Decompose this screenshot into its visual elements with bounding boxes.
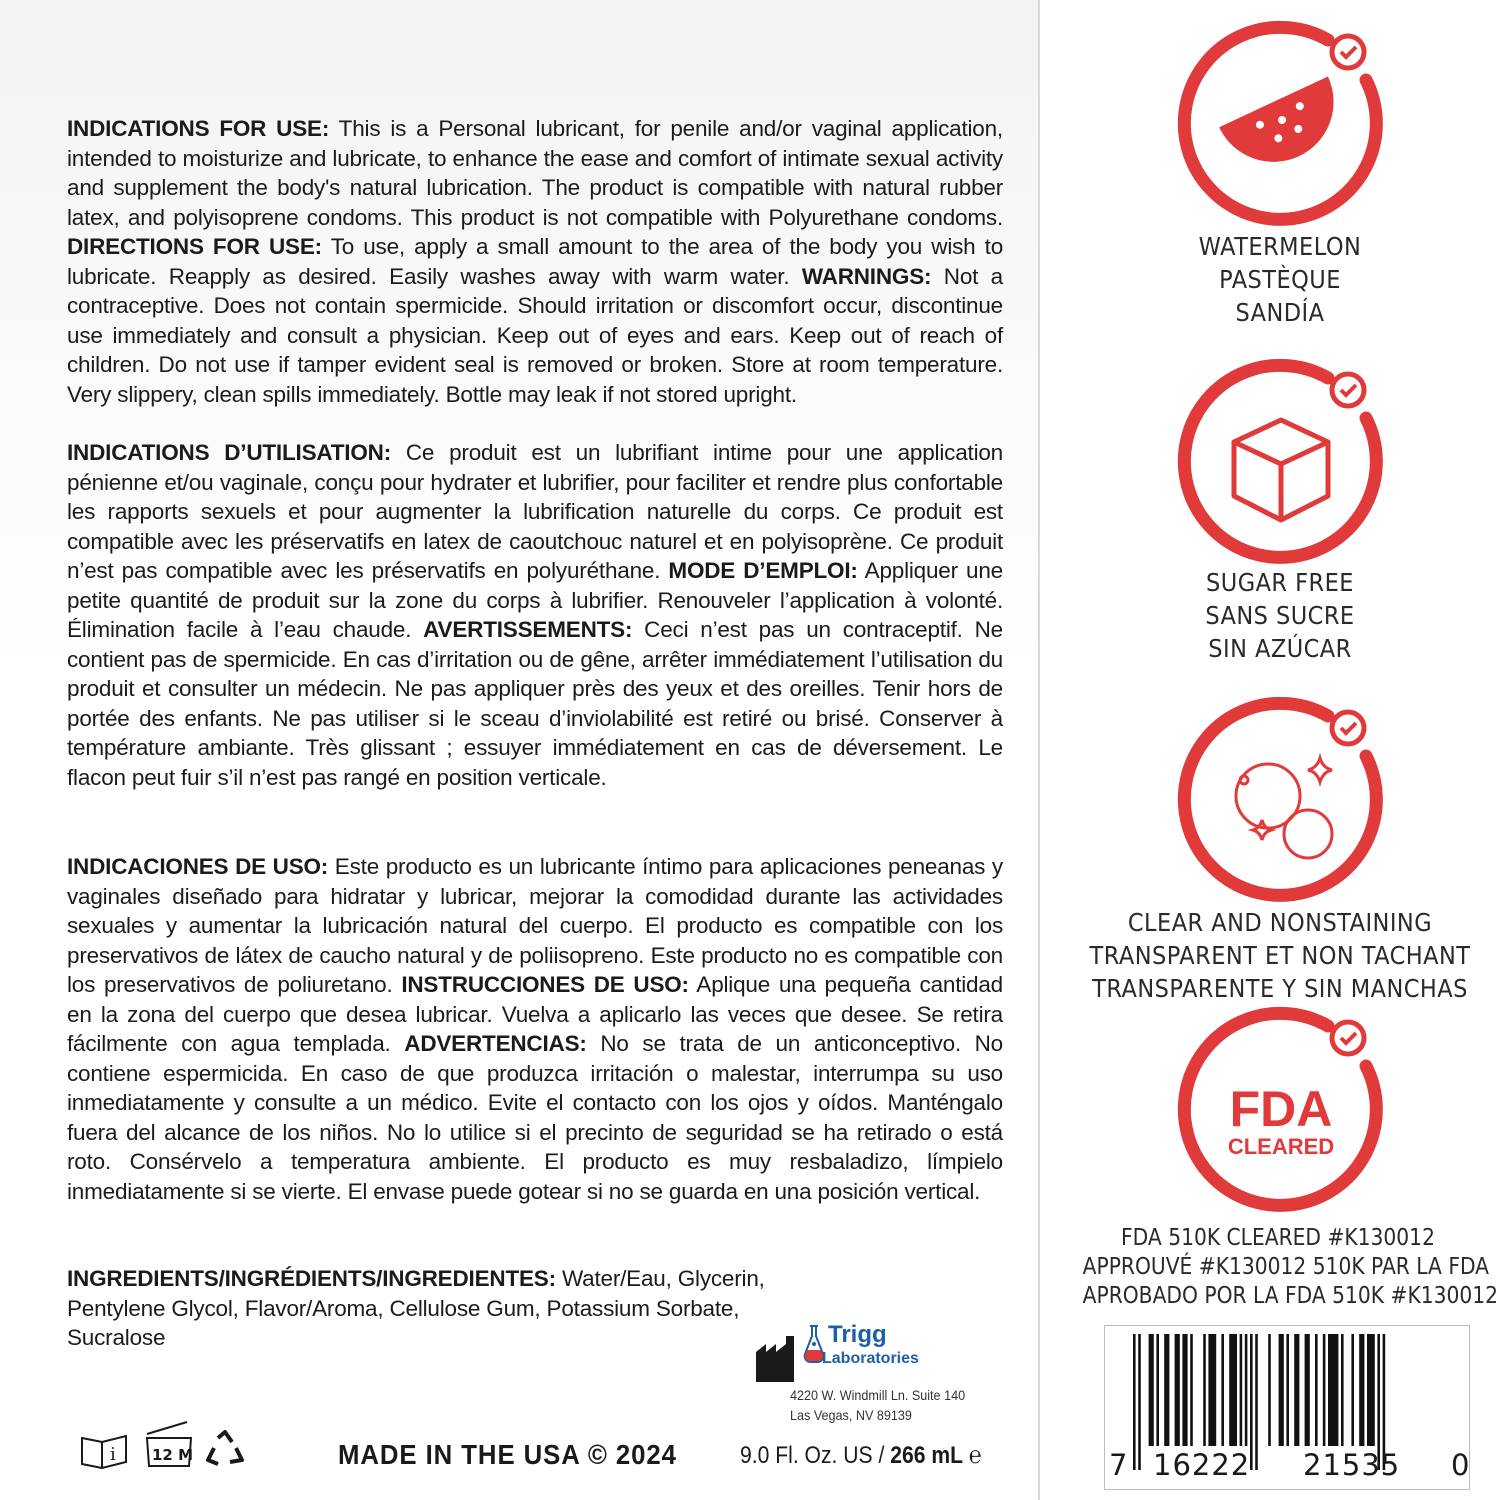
- fda-badge: [1170, 1006, 1392, 1228]
- clear-label-fr: TRANSPARENT ET NON TACHANT: [1089, 941, 1471, 970]
- indications-label-es: INDICACIONES DE USO:: [67, 854, 329, 879]
- indications-label-en: INDICATIONS FOR USE:: [67, 116, 330, 141]
- sugar-free-label-en: SUGAR FREE: [1206, 568, 1354, 597]
- address-line-2: Las Vegas, NV 89139: [790, 1407, 912, 1423]
- fda-clearance: [1082, 1224, 1499, 1311]
- barcode-bar: [1138, 1334, 1141, 1470]
- barcode-digits-right: 21535: [1303, 1448, 1401, 1482]
- barcode-bar: [1255, 1334, 1258, 1470]
- warnings-text-es: No se trata de un anticonceptivo. No contiene espermicida. En caso de que produzca irritación o malestar, interrumpa su uso inmediatamente y consulte a un médico. Evite el contacto con los ojos y oídos. Manténgalo fuera del alcance de los niños. No lo utilice si el precinto de seguridad se ha retirado o está roto. Consérvelo a temperatura ambiente. El producto es muy resbaladizo, límpielo inmediatamente si se vierte. El envase puede gotear si no se guarda en una posición vertical.: [67, 1031, 1003, 1204]
- volume-ml: 266 mL: [890, 1442, 964, 1469]
- barcode-bar: [1164, 1334, 1169, 1446]
- warnings-label-es: ADVERTENCIAS:: [404, 1031, 587, 1056]
- fda-small-text: CLEARED: [1227, 1134, 1335, 1159]
- made-in-usa: MADE IN THE USA © 2024: [338, 1439, 677, 1470]
- directions-label-en: DIRECTIONS FOR USE:: [67, 234, 322, 259]
- cube-icon: [1170, 358, 1392, 580]
- directions-text-en: To use, apply a small amount to the area of the body you wish to lubricate. Reapply as desired. Easily washes away with warm water.: [67, 234, 1004, 289]
- ingredients-text: Water/Eau, Glycerin, Pentylene Glycol, Flavor/Aroma, Cellulose Gum, Potassium Sorbate, Sucralose: [67, 1266, 765, 1350]
- barcode-bar: [1268, 1334, 1271, 1446]
- volume-oz: 9.0 Fl. Oz. US /: [740, 1442, 891, 1469]
- trigg-logo: [756, 1322, 986, 1382]
- barcode-bar: [1305, 1334, 1310, 1446]
- barcode-digit-last: 0: [1451, 1448, 1471, 1482]
- barcode-bar: [1286, 1334, 1289, 1446]
- watermelon-label-en: WATERMELON: [1198, 232, 1362, 261]
- recycle-icon: [204, 1430, 246, 1470]
- indications-label-fr: INDICATIONS D’UTILISATION:: [67, 440, 392, 465]
- clear-label-en: CLEAR AND NONSTAINING: [1127, 908, 1433, 937]
- mode-label-fr: MODE D’EMPLOI:: [668, 558, 858, 583]
- barcode-bar: [1328, 1334, 1338, 1446]
- estimated-mark: ℮: [968, 1442, 982, 1469]
- instructions-label-es: INSTRUCCIONES DE USO:: [401, 972, 689, 997]
- barcode-bar: [1250, 1334, 1253, 1470]
- jar-open-icon: [143, 1420, 195, 1470]
- barcode-bar: [1208, 1334, 1216, 1446]
- barcode-bar: [1367, 1334, 1375, 1446]
- ingredients-label: INGREDIENTS/INGRÉDIENTS/INGREDIENTES:: [67, 1266, 556, 1291]
- barcode-bar: [1203, 1334, 1206, 1446]
- barcode-bar: [1156, 1334, 1159, 1446]
- barcode-bar: [1182, 1334, 1187, 1446]
- bubbles-icon: [1170, 696, 1392, 918]
- fda-line-en: FDA 510K CLEARED #K130012: [1121, 1225, 1435, 1251]
- warnings-text-fr: Ceci n’est pas un contraceptif. Ne contient pas de spermicide. En cas d’irritation ou de gêne, arrêter immédiatement l’utilisation du produit et consulter un médecin. Ne pas appliquer près des yeux et des oreilles. Tenir hors de portée des enfants. Ne pas utiliser si le sceau d’inviolabilité est retiré ou brisé. Conserver à température ambiante. Très glissant ; essuyer immédiatement en cas de déversement. Le flacon peut fuir s’il n’est pas rangé en position verticale.: [67, 617, 1003, 790]
- barcode-bar: [1279, 1334, 1284, 1446]
- mode-text-fr: Appliquer une petite quantité de produit sur la zone du corps à lubrifier. Renouveler l’application à volonté. Élimination facile à l’eau chaude.: [67, 558, 1003, 642]
- watermelon-label: [1082, 230, 1478, 329]
- barcode-bar: [1149, 1334, 1154, 1446]
- svg-text:i: i: [110, 1444, 116, 1465]
- barcode: [1104, 1325, 1470, 1490]
- indications-text-en: This is a Personal lubricant, for penile and/or vaginal application, intended to moisturize and lubricate, to enhance the ease and comfort of intimate sexual activity and supplement the body's natural lubrication. The product is compatible with natural rubber latex, and polyisoprene condoms. This product is not compatible with Polyurethane condoms.: [67, 116, 1003, 230]
- warnings-label-fr: AVERTISSEMENTS:: [423, 617, 633, 642]
- french-instructions: [67, 438, 1003, 792]
- barcode-bar: [1359, 1334, 1364, 1446]
- manufacturer-address: [790, 1385, 965, 1425]
- fda-big-text: FDA: [1229, 1081, 1333, 1137]
- barcode-digit-first: 7: [1109, 1448, 1129, 1482]
- barcode-bar: [1294, 1334, 1299, 1446]
- watermelon-label-es: SANDÍA: [1235, 298, 1325, 327]
- barcode-bar: [1351, 1334, 1354, 1446]
- sugar-free-label-fr: SANS SUCRE: [1205, 601, 1355, 630]
- ingredients: [67, 1264, 827, 1353]
- warnings-label-en: WARNINGS:: [801, 263, 932, 289]
- barcode-digits-left: 16222: [1153, 1448, 1251, 1482]
- instructions-text-es: Aplique una pequeña cantidad en la zona del cuerpo que desea lubricar. Vuelva a aplicarlo las veces que desee. Se retira fácilmente con agua templada.: [67, 972, 1003, 1056]
- spanish-instructions: [67, 852, 1003, 1206]
- sugar-free-label: [1082, 566, 1478, 665]
- sugar-free-badge: [1170, 358, 1392, 580]
- volume: [740, 1442, 982, 1470]
- pao-text: 12 M: [152, 1446, 194, 1464]
- clear-label-es: TRANSPARENTE Y SIN MANCHAS: [1092, 974, 1468, 1003]
- fda-line-fr: APPROUVÉ #K130012 510K PAR LA FDA: [1082, 1254, 1490, 1280]
- barcode-bar: [1221, 1334, 1224, 1446]
- english-instructions: [67, 114, 1003, 409]
- barcode-bar: [1245, 1334, 1248, 1446]
- instructions-book-icon: [80, 1432, 130, 1472]
- barcode-bar: [1323, 1334, 1326, 1446]
- trigg-name: Trigg: [828, 1321, 887, 1348]
- watermelon-label-fr: PASTÈQUE: [1219, 265, 1341, 294]
- barcode-bar: [1229, 1334, 1237, 1446]
- sugar-free-label-es: SIN AZÚCAR: [1208, 634, 1352, 663]
- barcode-bar: [1175, 1334, 1180, 1446]
- barcode-bar: [1240, 1334, 1243, 1446]
- indications-text-fr: Ce produit est un lubrifiant intime pour une application pénienne et/ou vaginale, conçu pour hydrater et lubrifier, pour faciliter et rendre plus confortable les rapports sexuels et pour augmenter la lubrification naturelle du corps. Ce produit est compatible avec les préservatifs en latex de caoutchouc naturel et en polyisoprène. Ce produit n’est pas compatible avec les préservatifs en polyuréthane.: [67, 440, 1003, 583]
- fda-icon: [1170, 1006, 1392, 1228]
- watermelon-badge: [1170, 20, 1392, 242]
- trigg-sub: Laboratories: [822, 1350, 919, 1367]
- watermelon-icon: [1170, 20, 1392, 242]
- indications-text-es: Este producto es un lubricante íntimo para aplicaciones peneanas y vaginales diseñado para hidratar y lubricar, mejorar la comodidad durante las actividades sexuales y aumentar la lubricación natural del cuerpo. El producto es compatible con los preservativos de látex de caucho natural y de poliisopreno. Este producto no es compatible con los preservativos de poliuretano.: [67, 854, 1003, 997]
- barcode-bar: [1315, 1334, 1318, 1446]
- barcode-bar: [1190, 1334, 1193, 1446]
- clear-badge: [1170, 696, 1392, 918]
- address-line-1: 4220 W. Windmill Ln. Suite 140: [790, 1387, 966, 1403]
- warnings-text-en: Not a contraceptive. Does not contain spermicide. Should irritation or discomfort occur, discontinue use immediately and consult a physician. Keep out of eyes and ears. Keep out of reach of children. Do not use if tamper evident seal is removed or broken. Store at room temperature. Very slippery, clean spills immediately. Bottle may leak if not stored upright.: [67, 263, 1003, 407]
- clear-label: [1082, 906, 1478, 1005]
- fda-line-es: APROBADO POR LA FDA 510K #K130012: [1082, 1283, 1499, 1309]
- barcode-bar: [1341, 1334, 1344, 1446]
- barcode-bar: [1133, 1334, 1136, 1470]
